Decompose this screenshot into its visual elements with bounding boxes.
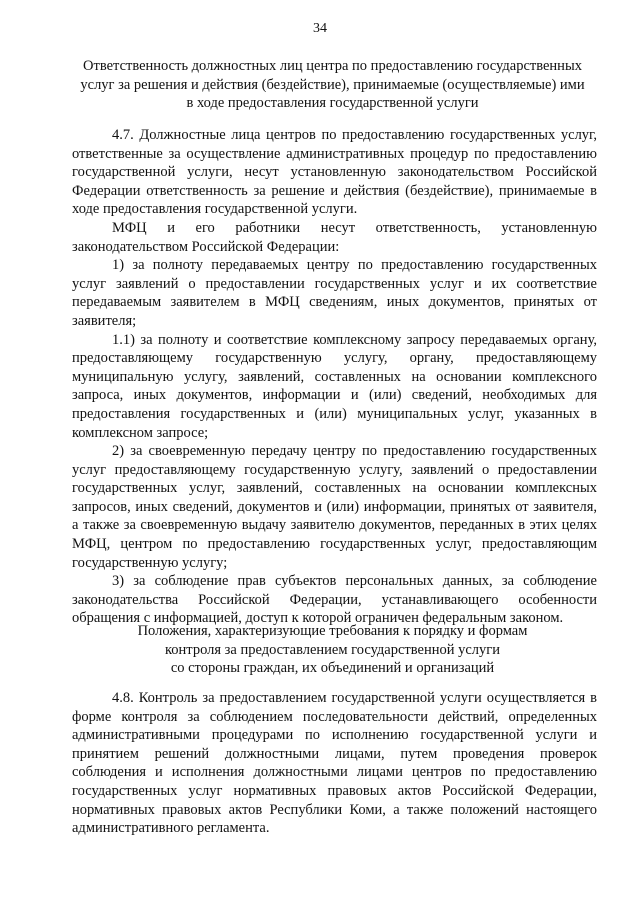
heading-line: контроля за предоставлением государственной услуги (164, 641, 500, 658)
section-heading-control (70, 622, 595, 678)
paragraph-mfc-responsibility: МФЦ и его работники несут ответственность, установленную законодательством Российской Федерации: (72, 219, 597, 255)
heading-line: Положения, характеризующие требования к порядку и формам (137, 623, 528, 639)
section-body-responsibility (72, 126, 597, 628)
list-item-2: 2) за своевременную передачу центру по предоставлению государственных услуг предоставляющему государственную услугу, заявлений о предоставлении государственных услуг, заявлений, составленных на основании комплексных запросов, иных сведений, документов и (или) информации, принятых от заявителя, а также за своевременную выдачу заявителю документов, переданных в этих целях МФЦ, центром по предоставлению государственных услуг, предоставляющим государственную услугу; (72, 443, 597, 571)
list-item-1: 1) за полноту передаваемых центру по предоставлению государственных услуг заявлений о предоставлении государственных услуг и их соответствие передаваемым заявителем в МФЦ сведениям, иных документов, принятых от заявителя; (72, 257, 597, 329)
page-number: 34 (313, 21, 327, 36)
list-item-1-1: 1.1) за полноту и соответствие комплексному запросу передаваемых органу, предоставляющему государственную услугу, органу, предоставляющему муниципальную услугу, заявлений, составленных на основании комплексного запроса, иных документов, информации и (или) сведений, необходимых для предоставления государственных и (или) муниципальных услуг, указанных в комплексном запросе; (72, 331, 597, 441)
heading-line: в ходе предоставления государственной услуги (186, 95, 479, 111)
heading-line: со стороны граждан, их объединений и организаций (170, 660, 495, 676)
heading-line: Ответственность должностных лиц центра по предоставлению государственных (83, 58, 582, 74)
section-body-control (72, 689, 597, 838)
section-heading-responsibility (70, 57, 595, 113)
list-item-3: 3) за соблюдение прав субъектов персональных данных, за соблюдение законодательства Российской Федерации, устанавливающего особенности обращения с информацией, доступ к которой ограничен федеральным законом. (72, 573, 597, 627)
paragraph-4-8: 4.8. Контроль за предоставлением государственной услуги осуществляется в форме контроля за соблюдением последовательности действий, определенных административными процедурами по исполнению государственной услуги и принятием решений должностными лицами, путем проведения проверок соблюдения и исполнения должностными лицами центров по предоставлению государственных услуг нормативных правовых актов Российской Федерации, нормативных правовых актов Республики Коми, а также положений настоящего административного регламента. (72, 690, 597, 837)
paragraph-4-7: 4.7. Должностные лица центров по предоставлению государственных услуг, ответственные за осуществление административных процедур по предоставлению государственной услуги, несут установленную законодательством Российской Федерации ответственность за решение и действия (бездействие), принимаемые в ходе предоставления государственной услуги. (72, 127, 597, 218)
heading-line: услуг за решения и действия (бездействие), принимаемые (осуществляемые) ими (80, 76, 585, 93)
